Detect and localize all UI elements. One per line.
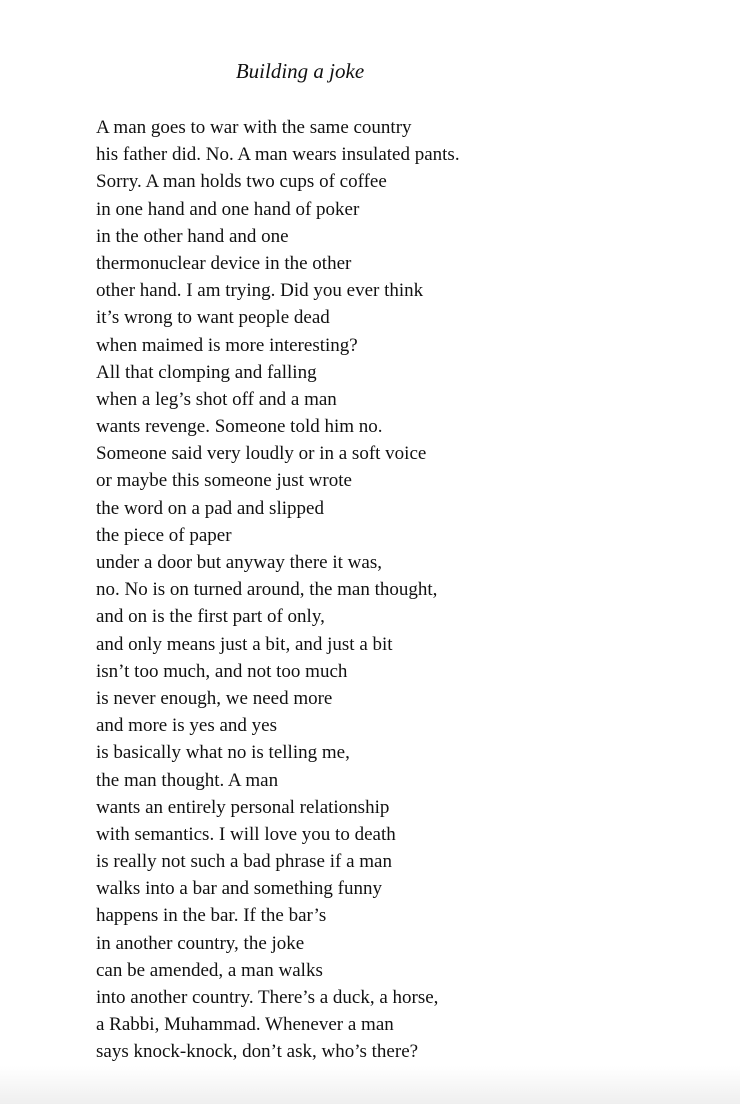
poem-line: when maimed is more interesting?	[96, 334, 358, 356]
poem-line: Sorry. A man holds two cups of coffee	[96, 171, 387, 193]
poem-title: Building a joke	[235, 59, 365, 83]
page-bottom-shadow	[0, 1066, 740, 1104]
poem-line: and only means just a bit, and just a bit	[96, 633, 393, 655]
poem-line: a Rabbi, Muhammad. Whenever a man	[96, 1014, 394, 1036]
poem-line: in another country, the joke	[96, 932, 305, 954]
poem-line: or maybe this someone just wrote	[96, 470, 352, 492]
poem-line: the man thought. A man	[96, 769, 279, 791]
poem-line: when a leg’s shot off and a man	[96, 388, 337, 410]
poem-line: says knock-knock, don’t ask, who’s there?	[96, 1041, 419, 1063]
poem-line: is never enough, we need more	[96, 687, 333, 709]
poem-line: in one hand and one hand of poker	[96, 198, 360, 220]
poem-line: into another country. There’s a duck, a horse,	[96, 987, 439, 1008]
poem-line: wants an entirely personal relationship	[96, 796, 390, 818]
poem-line: Someone said very loudly or in a soft voice	[96, 443, 427, 465]
poem-line: it’s wrong to want people dead	[96, 307, 330, 329]
poem-line: and on is the first part of only,	[96, 606, 325, 628]
poem-line: no. No is on turned around, the man thought,	[96, 579, 438, 601]
poem-line: can be amended, a man walks	[96, 959, 323, 981]
poem-line: isn’t too much, and not too much	[96, 660, 348, 682]
poem-line: is really not such a bad phrase if a man	[96, 851, 392, 873]
poem-line: wants revenge. Someone told him no.	[96, 416, 383, 438]
poem-body	[96, 114, 460, 1066]
poem-line: other hand. I am trying. Did you ever think	[96, 280, 424, 302]
poem-line: A man goes to war with the same country	[96, 117, 412, 138]
poem-line: the word on a pad and slipped	[96, 497, 324, 519]
poem-line: is basically what no is telling me,	[96, 742, 350, 764]
poem-line: the piece of paper	[96, 524, 232, 546]
poem-line: and more is yes and yes	[96, 715, 277, 737]
poem-line: with semantics. I will love you to death	[96, 823, 396, 845]
poem-line: in the other hand and one	[96, 225, 289, 247]
poem-line: happens in the bar. If the bar’s	[96, 905, 327, 927]
poem-line: under a door but anyway there it was,	[96, 552, 382, 573]
poem-line: his father did. No. A man wears insulated pants.	[96, 144, 460, 166]
poem-line: All that clomping and falling	[96, 361, 317, 383]
poem-line: thermonuclear device in the other	[96, 252, 352, 274]
poem-line: walks into a bar and something funny	[96, 878, 383, 900]
